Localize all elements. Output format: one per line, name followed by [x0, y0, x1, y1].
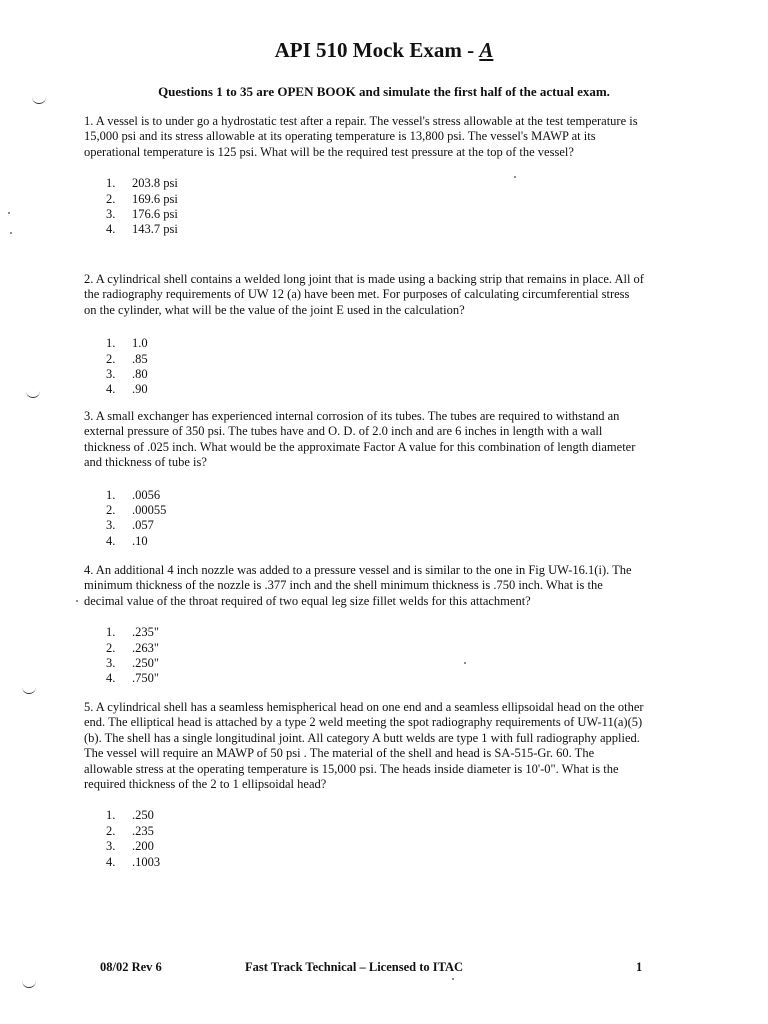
- answer-option: 2. .235: [106, 823, 154, 838]
- question-5: [84, 700, 644, 870]
- scan-mark: [26, 390, 40, 398]
- answer-options: [106, 336, 666, 398]
- answer-options: [106, 808, 666, 870]
- answer-options: [106, 176, 666, 238]
- answer-option: 4. .90: [106, 382, 148, 397]
- answer-option: 2. .263": [106, 640, 159, 655]
- license-label: Fast Track Technical – Licensed to ITAC: [245, 960, 464, 974]
- question-3: [84, 409, 644, 549]
- answer-option: 2. .85: [106, 351, 148, 366]
- answer-option: 3. 176.6 psi: [106, 207, 178, 221]
- exam-version-letter: A: [479, 38, 494, 62]
- answer-option: 4. .10: [106, 533, 148, 548]
- answer-option: 3. .80: [106, 367, 148, 381]
- question-text: 1. A vessel is to under go a hydrostatic test after a repair. The vessel's stress allowable at the test temperature is 15,000 psi and its stress allowable at its operating temperature is 13,800 psi. The vessel's MAWP at its operational temperature is 125 psi. What will be the required test pressure at the top of the vessel?: [84, 114, 638, 159]
- scan-dot: [452, 978, 454, 980]
- answer-option: 3. .200: [106, 839, 154, 854]
- scan-mark: [22, 980, 36, 988]
- question-text: 5. A cylindrical shell has a seamless hemispherical head on one end and a seamless ellipsoidal head on the other end. The elliptical head is attached by a type 2 weld meeting the spot radiography requirements of UW-11(a)(5)(b). The shell has a single longitudinal joint. All category A butt welds are type 1 with full radiography applied. The vessel will require an MAWP of 50 psi . The material of the shell and head is SA-515-Gr. 60. The allowable stress at the operating temperature is 15,000 psi. The heads inside diameter is 10'-0". What is the required thickness of the 2 to 1 ellipsoidal head?: [84, 700, 644, 792]
- scan-dot: [8, 212, 10, 214]
- answer-option: 3. .250": [106, 656, 159, 670]
- question-text: 2. A cylindrical shell contains a welded long joint that is made using a backing strip that remains in place. All of the radiography requirements of UW 12 (a) have been met. For purposes of calculating circumferential stress on the cylinder, what will be the value of the joint E used in the calculation?: [84, 272, 644, 317]
- answer-option: 4. .1003: [106, 854, 161, 869]
- scan-mark: [32, 96, 46, 104]
- scan-dot: [464, 662, 466, 664]
- scan-dot: [10, 232, 12, 234]
- answer-option: 1. .0056: [106, 487, 161, 502]
- page-subtitle: Questions 1 to 35 are OPEN BOOK and simulate the first half of the actual exam.: [158, 84, 610, 99]
- question-text: 3. A small exchanger has experienced internal corrosion of its tubes. The tubes are required to withstand an external pressure of 350 psi. The tubes have and O. D. of 2.0 inch and are 6 inches in length with a wall thickness of .025 inch. What would be the approximate Factor A value for this combination of length diameter and thickness of tube is?: [84, 409, 636, 470]
- answer-option: 3. .057: [106, 518, 154, 533]
- page-number: 1: [636, 960, 643, 974]
- question-1: [84, 114, 644, 238]
- question-2: [84, 272, 644, 398]
- question-4: [84, 563, 644, 687]
- question-text: 4. An additional 4 inch nozzle was added to a pressure vessel and is similar to the one in Fig UW-16.1(i). The minimum thickness of the nozzle is .377 inch and the shell minimum thickness is .750 inch. What is the decimal value of the throat required of two equal leg size fillet welds for this attachment?: [84, 563, 632, 608]
- answer-option: 1. 203.8 psi: [106, 176, 178, 191]
- answer-options: [106, 625, 666, 687]
- answer-option: 2. 169.6 psi: [106, 191, 178, 206]
- page-title: API 510 Mock Exam - A: [274, 38, 494, 62]
- scan-dot: [514, 176, 516, 178]
- scan-dot: [76, 600, 78, 602]
- answer-option: 4. 143.7 psi: [106, 222, 178, 237]
- answer-option: 2. .00055: [106, 503, 167, 518]
- answer-option: 1. 1.0: [106, 336, 148, 351]
- answer-option: 1. .250: [106, 808, 154, 823]
- scan-mark: [22, 686, 36, 694]
- answer-option: 1. .235": [106, 625, 159, 640]
- answer-option: 4. .750": [106, 671, 159, 686]
- answer-options: [106, 488, 666, 550]
- revision-label: 08/02 Rev 6: [100, 960, 162, 974]
